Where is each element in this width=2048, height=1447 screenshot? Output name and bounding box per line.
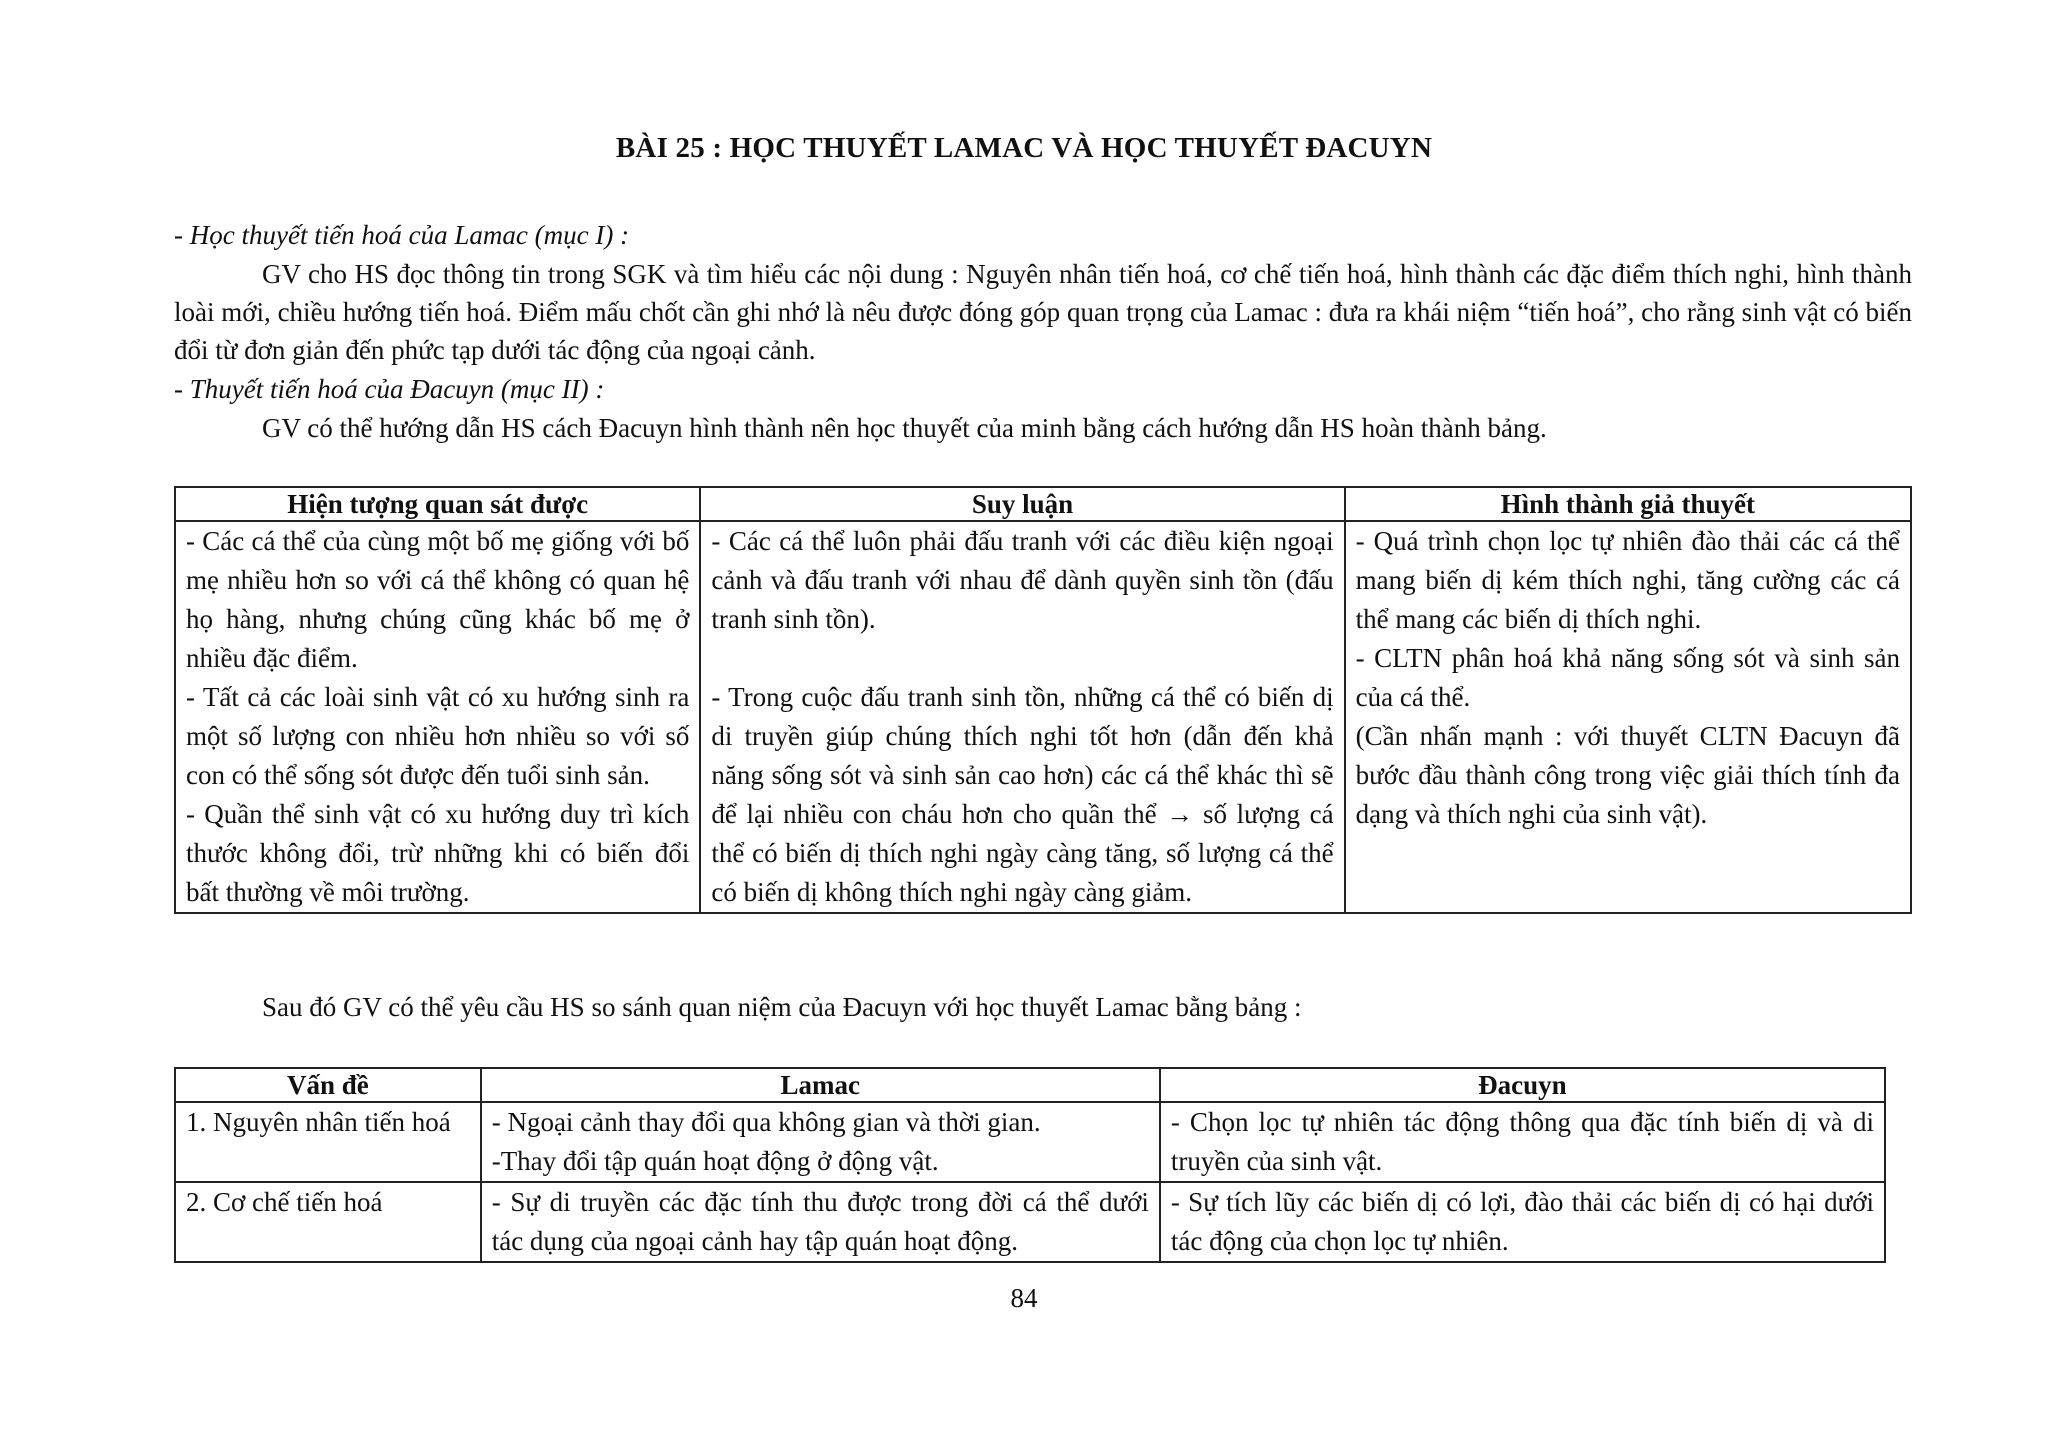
lamac-cell bbox=[481, 1182, 1160, 1262]
comparison-table-header bbox=[175, 1068, 1885, 1102]
hypothesis-item: - Quá trình chọn lọc tự nhiên đào thải các cá thể mang biến dị kém thích nghi, tăng cường các cá thể mang các biến dị thích nghi. bbox=[1355, 526, 1900, 634]
observations-cell bbox=[175, 521, 700, 913]
header-issue: Vấn đề bbox=[175, 1068, 481, 1102]
header-dacuyn: Đacuyn bbox=[1160, 1068, 1885, 1102]
dacuyn-cell bbox=[1160, 1182, 1885, 1262]
observation-table-header bbox=[175, 487, 1911, 521]
lamac-cell bbox=[481, 1102, 1160, 1182]
lamac-item: - Sự di truyền các đặc tính thu được trong đời cá thể dưới tác dụng của ngoại cảnh hay tập quán hoạt động. bbox=[491, 1187, 1149, 1256]
section2-paragraph: GV có thể hướng dẫn HS cách Đacuyn hình thành nên học thuyết của minh bằng cách hướng dẫn HS hoàn thành bảng. bbox=[262, 413, 1547, 443]
comparison-table bbox=[174, 1067, 1886, 1263]
observation-table bbox=[174, 486, 1912, 914]
table-row bbox=[175, 1102, 1885, 1182]
page-title: BÀI 25 : HỌC THUYẾT LAMAC VÀ HỌC THUYẾT ĐACUYN bbox=[615, 132, 1433, 164]
inference-cell bbox=[700, 521, 1344, 913]
header-observations: Hiện tượng quan sát được bbox=[175, 487, 700, 521]
header-inference: Suy luận bbox=[700, 487, 1344, 521]
dacuyn-item: - Chọn lọc tự nhiên tác động thông qua đặc tính biến dị và di truyền của sinh vật. bbox=[1170, 1107, 1874, 1176]
observation-item: - Các cá thể của cùng một bố mẹ giống với bố mẹ nhiều hơn so với cá thể không có quan hệ họ hàng, nhưng chúng cũng khác bố mẹ ở nhiều đặc điểm. bbox=[186, 526, 690, 673]
hypothesis-item: - CLTN phân hoá khả năng sống sót và sinh sản của cá thể. bbox=[1355, 643, 1900, 712]
header-hypothesis: Hình thành giả thuyết bbox=[1345, 487, 1911, 521]
hypothesis-cell bbox=[1345, 521, 1911, 913]
section1-heading: - Học thuyết tiến hoá của Lamac (mục I) : bbox=[174, 220, 630, 250]
page-number: 84 bbox=[1010, 1283, 1038, 1313]
issue-cell: 2. Cơ chế tiến hoá bbox=[175, 1182, 481, 1262]
observation-item: - Quần thể sinh vật có xu hướng duy trì kích thước không đổi, trừ những khi có biến đổi bất thường về môi trường. bbox=[186, 799, 690, 907]
dacuyn-cell bbox=[1160, 1102, 1885, 1182]
table2-intro: Sau đó GV có thể yêu cầu HS so sánh quan niệm của Đacuyn với học thuyết Lamac bằng bảng : bbox=[262, 992, 1302, 1022]
header-lamac: Lamac bbox=[481, 1068, 1160, 1102]
issue-cell: 1. Nguyên nhân tiến hoá bbox=[175, 1102, 481, 1182]
inference-spacer bbox=[711, 639, 1333, 678]
inference-item: - Các cá thể luôn phải đấu tranh với các điều kiện ngoại cảnh và đấu tranh với nhau để dành quyền sinh tồn (đấu tranh sinh tồn). bbox=[711, 526, 1334, 634]
table-row bbox=[175, 1182, 1885, 1262]
table-row bbox=[175, 521, 1911, 913]
inference-item: - Trong cuộc đấu tranh sinh tồn, những cá thể có biến dị di truyền giúp chúng thích nghi tốt hơn (dẫn đến khả năng sống sót và sinh sản cao hơn) các cá thể khác thì sẽ để lại nhiều con cháu hơn cho quần thể → số lượng cá thể có biến dị thích nghi ngày càng tăng, số lượng cá thể có biến dị không thích nghi ngày càng giảm. bbox=[711, 682, 1334, 907]
lamac-item: -Thay đổi tập quán hoạt động ở động vật. bbox=[491, 1146, 939, 1176]
section1-paragraph: GV cho HS đọc thông tin trong SGK và tìm hiểu các nội dung : Nguyên nhân tiến hoá, cơ chế tiến hoá, hình thành các đặc điểm thích nghi, hình thành loài mới, chiều hướng tiến hoá. Điểm mấu chốt cần ghi nhớ là nêu được đóng góp quan trọng của Lamac : đưa ra khái niệm “tiến hoá”, cho rằng sinh vật có biến đổi từ đơn giản đến phức tạp dưới tác động của ngoại cảnh. bbox=[174, 259, 1912, 365]
observation-item: - Tất cả các loài sinh vật có xu hướng sinh ra một số lượng con nhiều hơn nhiều so với số con có thể sống sót được đến tuổi sinh sản. bbox=[186, 682, 690, 790]
lamac-item: - Ngoại cảnh thay đổi qua không gian và thời gian. bbox=[491, 1107, 1041, 1137]
hypothesis-item: (Cần nhấn mạnh : với thuyết CLTN Đacuyn đã bước đầu thành công trong việc giải thích tính đa dạng và thích nghi của sinh vật). bbox=[1355, 721, 1900, 829]
section2-heading: - Thuyết tiến hoá của Đacuyn (mục II) : bbox=[174, 374, 605, 404]
dacuyn-item: - Sự tích lũy các biến dị có lợi, đào thải các biến dị có hại dưới tác động của chọn lọc tự nhiên. bbox=[1170, 1187, 1874, 1256]
